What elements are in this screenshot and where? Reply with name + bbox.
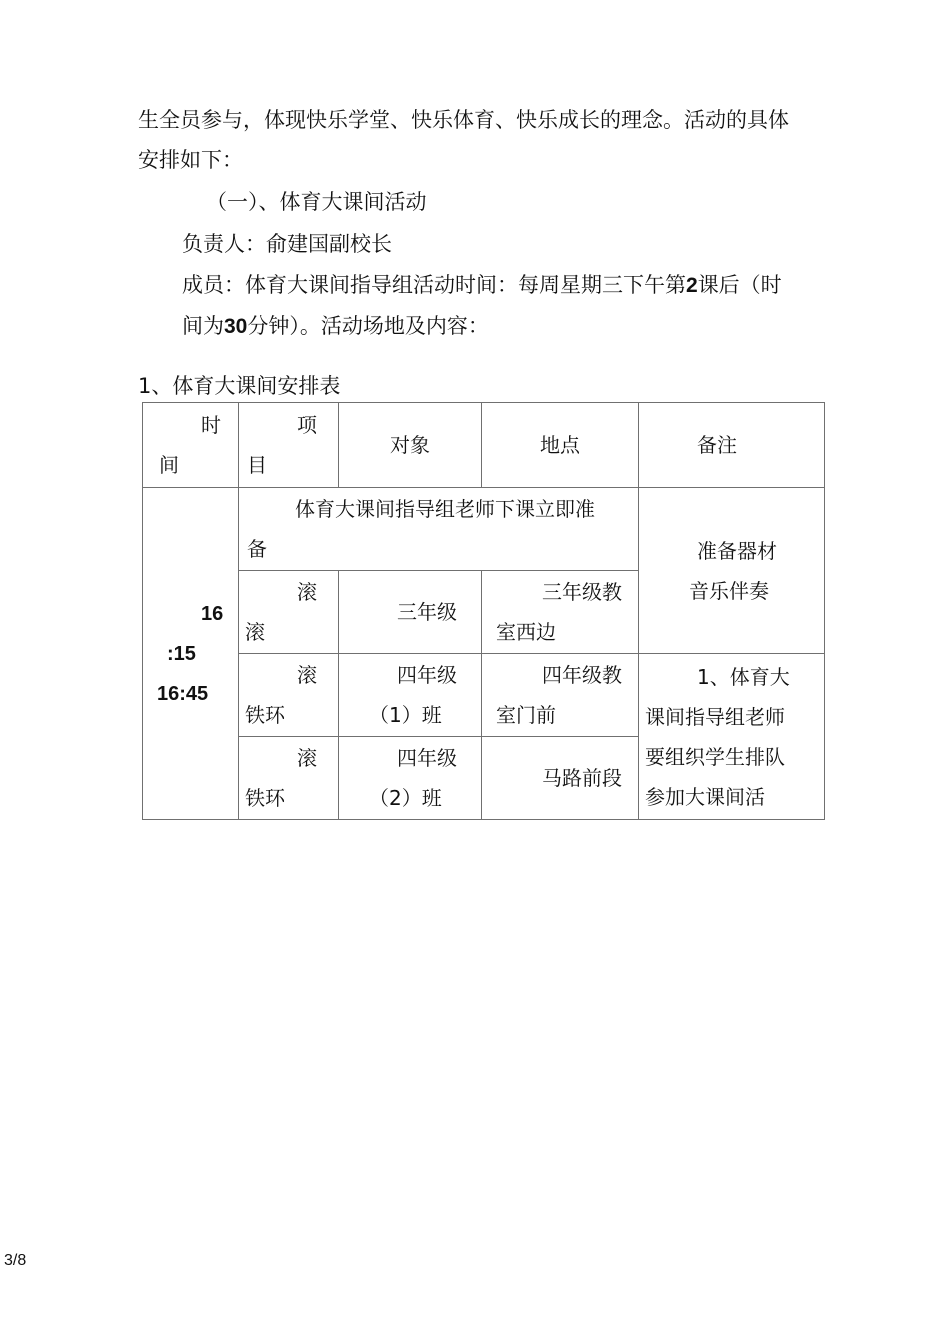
note-equipment: 准备器材 [697,538,777,563]
note-music: 音乐伴奏 [689,578,769,603]
paragraph-line-2: 安排如下： [138,148,243,172]
prep-cell [239,488,639,571]
members-text: 成员：体育大课间指导组活动时间：每周星期三下午第 [182,273,686,297]
schedule-table [142,402,825,820]
item-cell [239,737,339,820]
item-line2: 铁环 [245,786,285,810]
item-cell [239,654,339,737]
place-line1: 马路前段 [542,766,622,790]
target-cell [339,737,482,820]
target-line2: （2）班 [369,786,442,810]
place-cell [482,571,639,654]
time-end: 16:45 [157,682,209,705]
note-cell-instructions [639,654,825,820]
duration-suffix: 分钟）。活动场地及内容： [247,314,489,338]
item-line2: 铁环 [245,703,285,727]
person-in-charge: 负责人：俞建国副校长 [182,232,392,256]
duration-line [182,312,489,341]
place-line2: 室门前 [496,703,556,727]
target-line1: 四年级 [397,663,457,687]
table-caption: 1、体育大课间安排表 [138,374,341,398]
item-line1: 滚 [297,663,317,687]
item-line2: 滚 [245,620,265,644]
page-number: 3/8 [4,1252,27,1269]
target-line1: 四年级 [397,746,457,770]
target-line1: 三年级 [397,600,457,624]
place-line2: 室西边 [496,620,556,644]
prep-line1: 体育大课间指导组老师下课立即准 [295,497,595,521]
note-line3: 要组织学生排队 [645,744,785,769]
lesson-number: 2 [686,274,698,297]
place-line1: 三年级教 [542,580,622,604]
section-heading: （一）、体育大课间活动 [206,190,427,214]
note-line1: 1、体育大 [697,664,790,689]
paragraph-line-1: 生全员参与，体现快乐学堂、快乐体育、快乐成长的理念。活动的具体 [138,108,789,132]
target-line2: （1）班 [369,703,442,727]
item-cell [239,571,339,654]
target-cell [339,571,482,654]
header-item-line1: 项 [297,413,317,437]
time-cell [143,488,239,820]
prep-line2: 备 [247,537,267,561]
item-line1: 滚 [297,746,317,770]
header-note-text: 备注 [697,433,737,457]
table-row [143,488,825,571]
target-cell [339,654,482,737]
time-start-hour: 16 [201,602,224,625]
header-note [639,403,825,488]
place-cell [482,737,639,820]
table-header-row [143,403,825,488]
header-target: 对象 [339,403,482,488]
members-and-time-line [182,271,782,300]
table-row [143,654,825,737]
header-time [143,403,239,488]
header-item-line2: 目 [247,453,267,477]
header-time-line2: 间 [159,453,179,477]
header-item [239,403,339,488]
header-time-line1: 时 [201,413,221,437]
duration-minutes: 30 [224,315,248,338]
note-cell-equipment [639,488,825,654]
after-lesson-text: 课后（时 [697,273,782,297]
header-place: 地点 [482,403,639,488]
time-start-minute: :15 [167,642,196,665]
note-line4: 参加大课间活 [645,784,765,809]
item-line1: 滚 [297,580,317,604]
place-line1: 四年级教 [542,663,622,687]
note-line2: 课间指导组老师 [645,704,785,729]
duration-prefix: 间为 [182,314,224,338]
place-cell [482,654,639,737]
